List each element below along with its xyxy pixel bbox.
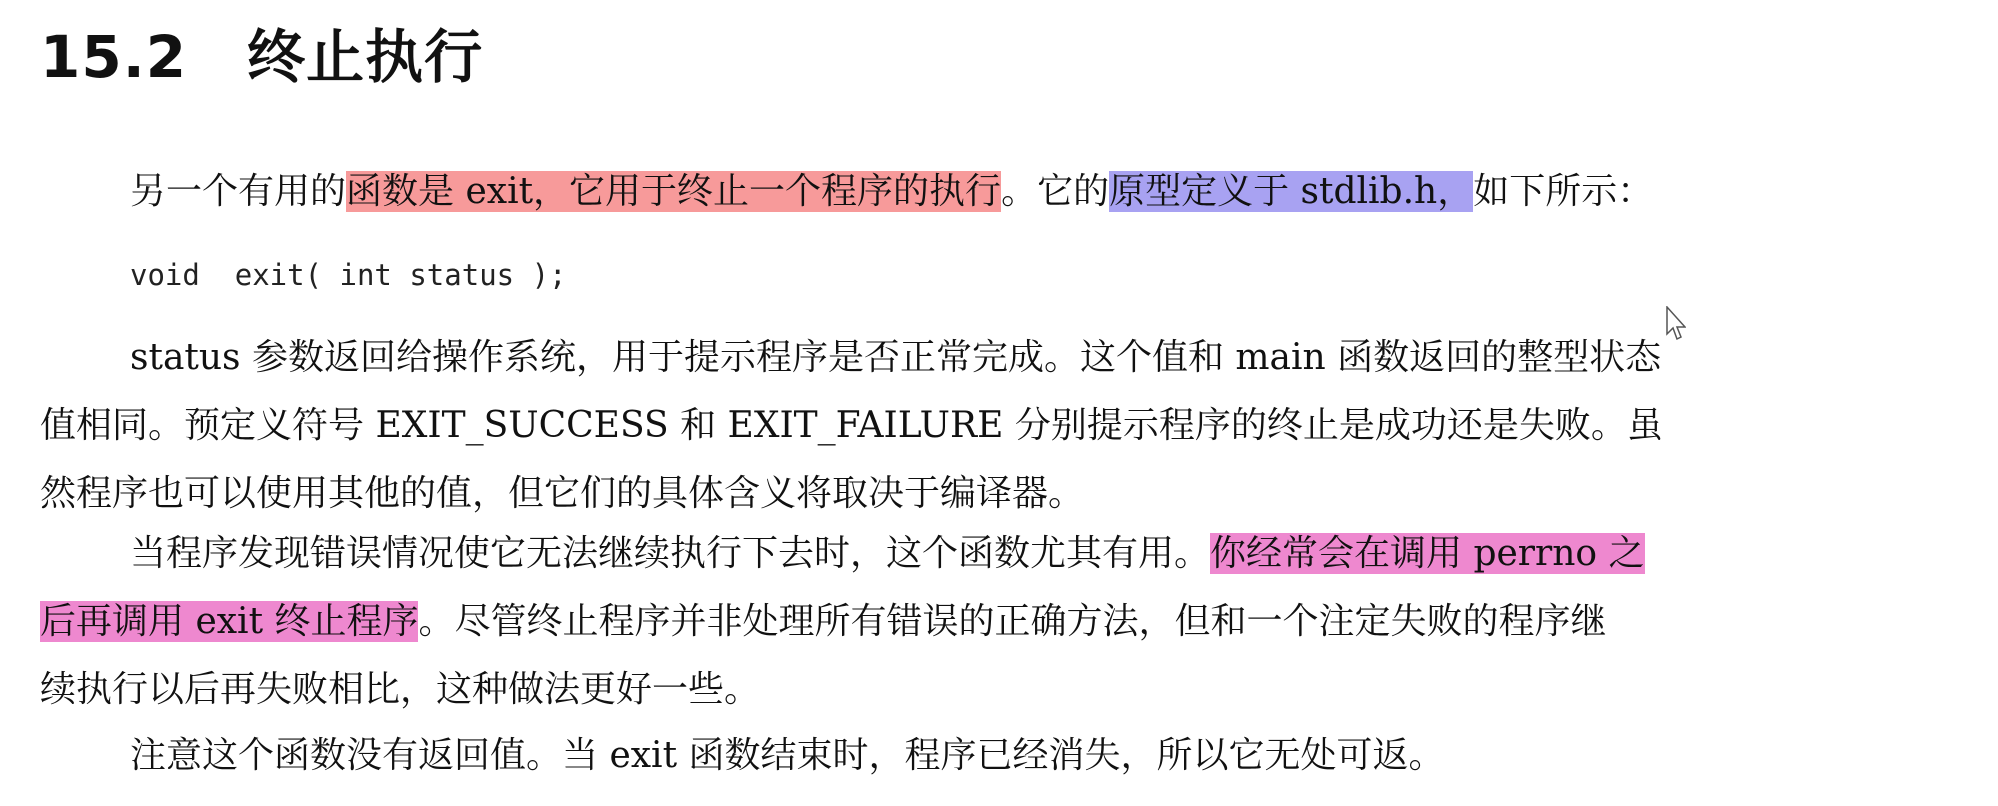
paragraph-note: 注意这个函数没有返回值。当 exit 函数结束时，程序已经消失，所以它无处可返。 bbox=[130, 735, 1445, 776]
paragraph-usage-line-3: 续执行以后再失败相比，这种做法更好一些。 bbox=[40, 669, 761, 710]
section-title: 终止执行 bbox=[247, 23, 484, 91]
section-heading bbox=[40, 10, 483, 94]
paragraph-status-line-3: 然程序也可以使用其他的值，但它们的具体含义将取决于编译器。 bbox=[40, 473, 1085, 514]
highlight-pink-part-2[interactable]: 后再调用 exit 终止程序 bbox=[40, 601, 419, 642]
code-prototype: void exit( int status ); bbox=[130, 258, 567, 292]
paragraph-intro bbox=[40, 158, 1998, 226]
paragraph-intro-middle: 。它的 bbox=[1001, 171, 1110, 212]
paragraph-status-line-1: status 参数返回给操作系统，用于提示程序是否正常完成。这个值和 main 函数返回的整型状态 bbox=[130, 337, 1662, 378]
paragraph-usage bbox=[40, 520, 1988, 724]
paragraph-status bbox=[40, 324, 1988, 528]
highlight-blue[interactable]: 原型定义于 stdlib.h， bbox=[1109, 171, 1474, 212]
paragraph-usage-line-2 bbox=[40, 588, 1988, 656]
highlight-pink-part-1[interactable]: 你经常会在调用 perrno 之 bbox=[1210, 533, 1645, 574]
mouse-pointer-icon bbox=[1666, 306, 1686, 342]
paragraph-usage-line-2-text: 。尽管终止程序并非处理所有错误的正确方法，但和一个注定失败的程序继 bbox=[418, 601, 1607, 642]
paragraph-intro-prefix: 另一个有用的 bbox=[130, 171, 347, 212]
paragraph-intro-suffix: 如下所示： bbox=[1473, 171, 1654, 212]
paragraph-usage-line-1 bbox=[40, 520, 1988, 588]
paragraph-status-line-2: 值相同。预定义符号 EXIT_SUCCESS 和 EXIT_FAILURE 分别提示程序的终止是成功还是失败。虽 bbox=[40, 405, 1663, 446]
highlight-red[interactable]: 函数是 exit，它用于终止一个程序的执行 bbox=[346, 171, 1002, 212]
paragraph-usage-line-1-text: 当程序发现错误情况使它无法继续执行下去时，这个函数尤其有用。 bbox=[130, 533, 1211, 574]
section-number: 15.2 bbox=[40, 23, 188, 91]
